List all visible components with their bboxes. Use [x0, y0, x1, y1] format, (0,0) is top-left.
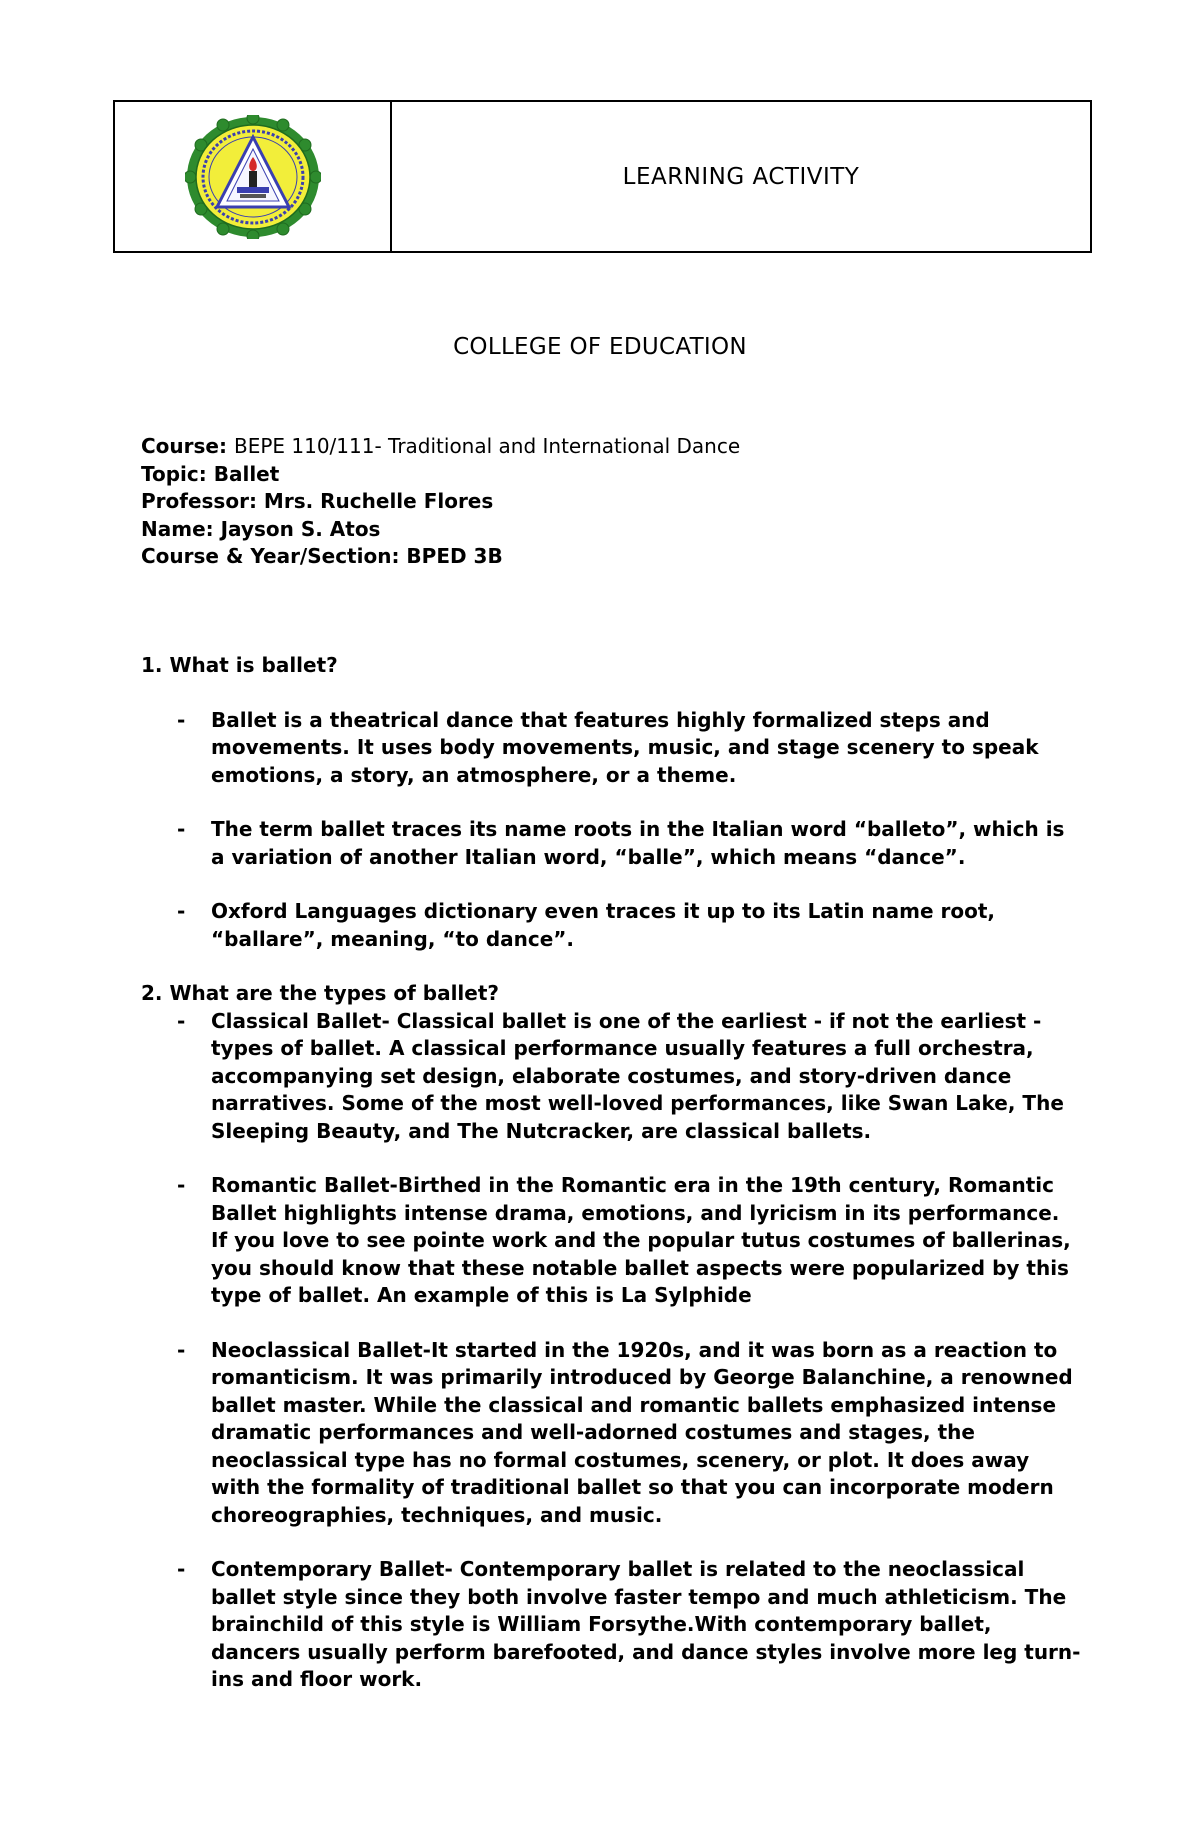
- answer-2-4: - Contemporary Ballet- Contemporary ballet is related to the neoclassical ballet style since they both involve faster tempo and much athleticism. The brainchild of this style is William Forsythe.With contemporary ballet, dancers usually perform barefooted, and dance styles involve more leg turn-ins and floor work.: [177, 1557, 1081, 1691]
- answer-1-1: - Ballet is a theatrical dance that features highly formalized steps and movements. It uses body movements, music, and stage scenery to speak emotions, a story, an atmosphere, or a theme.: [177, 707, 1039, 787]
- topic-value: Ballet: [213, 461, 280, 486]
- question-1: 1. What is ballet?: [141, 653, 338, 677]
- section-label: Course & Year/Section: [141, 544, 392, 568]
- answer-text: Classical Ballet- Classical ballet is one of the earliest - if not the earliest - types of ballet. A classical performance usually features a full orchestra, accompanying set design, elaborate costumes, and story-driven dance narratives. Some of the most well-loved performances, like Swan Lake, The Sleeping Beauty, and The Nutcracker, are classical ballets.: [211, 1008, 1064, 1143]
- professor-value: Mrs. Ruchelle Flores: [263, 489, 494, 513]
- college-heading: COLLEGE OF EDUCATION: [453, 334, 747, 360]
- course-value: BEPE 110/111- Traditional and International Dance: [233, 434, 741, 458]
- name-label: Name: [141, 516, 206, 541]
- answer-text: The term ballet traces its name roots in the Italian word “balleto”, which is a variation of another Italian word, “balle”, which means “dance”.: [211, 817, 1065, 869]
- answer-text: Romantic Ballet-Birthed in the Romantic era in the 19th century, Romantic Ballet highlights intense drama, emotions, and lyricism in its performance. If you love to see pointe work and the popular tutus costumes of ballerinas, you should know that these notable ballet aspects were popularized by this type of ballet. An example of this is La Sylphide: [211, 1173, 1071, 1307]
- answer-2-2: - Romantic Ballet-Birthed in the Romantic era in the 19th century, Romantic Ballet highlights intense drama, emotions, and lyricism in its performance. If you love to see pointe work and the popular tutus costumes of ballerinas, you should know that these notable ballet aspects were popularized by this type of ballet. An example of this is La Sylphide: [177, 1173, 1071, 1307]
- section-row: Course & Year/Section: BPED 3B: [141, 544, 503, 568]
- logo-cell: [115, 102, 392, 251]
- name-value: Jayson S. Atos: [220, 516, 381, 541]
- professor-row: Professor: Mrs. Ruchelle Flores: [141, 489, 494, 513]
- answer-text: Ballet is a theatrical dance that features highly formalized steps and movements. It uses body movements, music, and stage scenery to speak emotions, a story, an atmosphere, or a theme.: [211, 707, 1039, 787]
- course-info: [141, 433, 740, 571]
- answer-1-3: - Oxford Languages dictionary even traces it up to its Latin name root, “ballare”, meaning, “to dance”.: [177, 899, 996, 951]
- university-seal-icon: [185, 115, 321, 239]
- answer-2-1: - Classical Ballet- Classical ballet is one of the earliest - if not the earliest - types of ballet. A classical performance usually features a full orchestra, accompanying set design, elaborate costumes, and story-driven dance narratives. Some of the most well-loved performances, like Swan Lake, The Sleeping Beauty, and The Nutcracker, are classical ballets.: [177, 1008, 1064, 1143]
- professor-label: Professor: [141, 489, 249, 513]
- topic-row: Topic: Ballet: [141, 461, 280, 486]
- answer-text: Contemporary Ballet- Contemporary ballet is related to the neoclassical ballet style since they both involve faster tempo and much athleticism. The brainchild of this style is William Forsythe.With contemporary ballet, dancers usually perform barefooted, and dance styles involve more leg turn-ins and floor work.: [211, 1557, 1081, 1691]
- answer-text: Oxford Languages dictionary even traces it up to its Latin name root, “ballare”, meaning, “to dance”.: [211, 899, 996, 951]
- question-2: 2. What are the types of ballet?: [141, 981, 500, 1005]
- answer-1-2: - The term ballet traces its name roots in the Italian word “balleto”, which is a variation of another Italian word, “balle”, which means “dance”.: [177, 817, 1065, 869]
- topic-label: Topic: [141, 461, 199, 486]
- answer-list-2: [141, 1008, 1081, 1694]
- answer-list-1: [141, 707, 1081, 954]
- questions-content: [141, 652, 1081, 1694]
- answer-2-3: - Neoclassical Ballet-It started in the 1920s, and it was born as a reaction to romanticism. It was primarily introduced by George Balanchine, a renowned ballet master. While the classical and romantic ballets emphasized intense dramatic performances and well-adorned costumes and stages, the neoclassical type has no formal costumes, scenery, or plot. It does away with the formality of traditional ballet so that you can incorporate modern choreographies, techniques, and music.: [177, 1337, 1073, 1527]
- name-row: Name: Jayson S. Atos: [141, 516, 381, 541]
- answer-text: Neoclassical Ballet-It started in the 1920s, and it was born as a reaction to romanticism. It was primarily introduced by George Balanchine, a renowned ballet master. While the classical and romantic ballets emphasized intense dramatic performances and well-adorned costumes and stages, the neoclassical type has no formal costumes, scenery, or plot. It does away with the formality of traditional ballet so that you can incorporate modern choreographies, techniques, and music.: [211, 1337, 1073, 1527]
- course-label: Course: [141, 434, 219, 458]
- page-title: LEARNING ACTIVITY: [622, 163, 860, 190]
- section-value: BPED 3B: [406, 544, 503, 568]
- header-table: [113, 100, 1092, 253]
- course-row: Course: BEPE 110/111- Traditional and International Dance: [141, 434, 741, 458]
